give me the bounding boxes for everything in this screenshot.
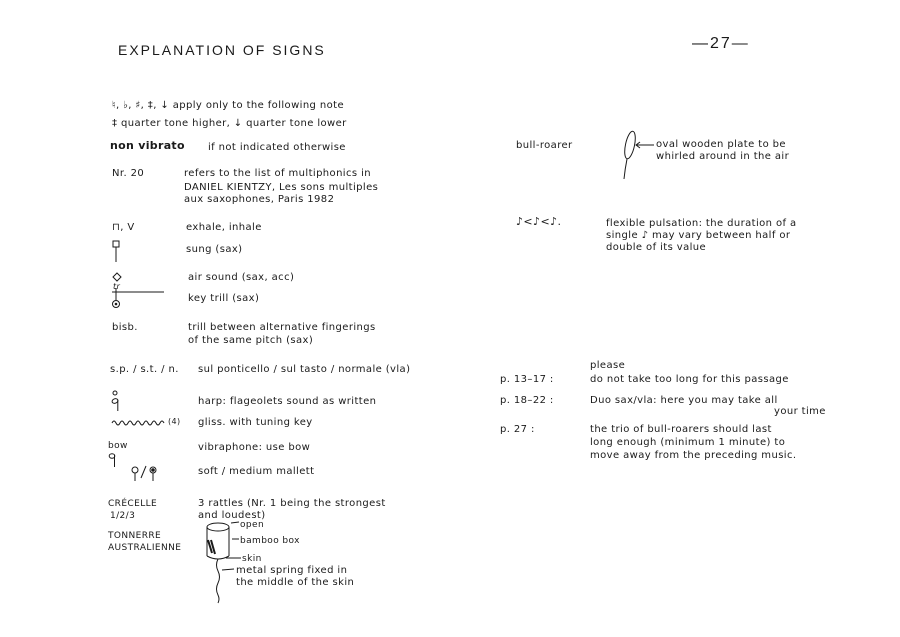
non-vibrato-sign: non vibrato — [110, 139, 185, 152]
drum-skin-label: skin — [242, 554, 262, 564]
crecelle-desc-2: and loudest) — [198, 510, 266, 521]
pulsation-desc-3: double of its value — [606, 242, 707, 253]
thunder-drum-icon — [207, 522, 241, 603]
page-number: —27— — [692, 35, 750, 52]
key-trill-desc: key trill (sax) — [188, 293, 260, 304]
gliss-sign-number: (4) — [168, 417, 181, 426]
drum-open-label: open — [240, 520, 265, 530]
vibraphone-desc: vibraphone: use bow — [198, 442, 311, 453]
note-1-line-1: please — [590, 360, 626, 371]
multiphonics-desc-1: refers to the list of multiphonics in — [184, 168, 371, 179]
mallet-desc: soft / medium mallett — [198, 466, 315, 477]
accidentals-line: ♮, ♭, ♯, ‡, ↓ apply only to the following note — [112, 100, 345, 111]
note-2-line-1: Duo sax/vla: here you may take all — [590, 395, 778, 406]
bowing-position-desc: sul ponticello / sul tasto / normale (vla) — [198, 364, 411, 375]
non-vibrato-desc: if not indicated otherwise — [208, 142, 346, 153]
bow-sign: bow — [108, 441, 128, 451]
crecelle-sign: CRÉCELLE — [108, 499, 158, 509]
tonnerre-sign: TONNERRE — [108, 531, 162, 541]
bisb-desc-2: of the same pitch (sax) — [188, 335, 314, 346]
drum-spring-label-1: metal spring fixed in — [236, 565, 348, 576]
bullroarer-desc-1: oval wooden plate to be — [656, 139, 786, 150]
quarter-tone-line: ‡ quarter tone higher, ↓ quarter tone lower — [112, 118, 347, 129]
pulsation-sign: ♪<♪<♪. — [516, 215, 562, 228]
note-3-line-2: long enough (minimum 1 minute) to — [590, 437, 786, 448]
pulsation-desc-1: flexible pulsation: the duration of a — [606, 218, 797, 229]
note-2-ref: p. 18–22 : — [500, 395, 554, 406]
drum-box-label: bamboo box — [240, 536, 300, 546]
bisb-desc-1: trill between alternative fingerings — [188, 322, 376, 333]
bull-roarer-icon — [623, 130, 654, 179]
note-2-line-2: your time — [774, 406, 826, 417]
sung-notehead-icon — [113, 241, 119, 262]
sung-desc: sung (sax) — [186, 244, 243, 255]
bowing-position-sign: s.p. / s.t. / n. — [110, 364, 179, 375]
key-trill-icon — [112, 288, 164, 308]
harp-flageolet-icon — [111, 391, 118, 411]
note-3-ref: p. 27 : — [500, 424, 535, 435]
australienne-sign: AUSTRALIENNE — [108, 543, 182, 553]
bisb-sign: bisb. — [112, 322, 138, 333]
multiphonics-desc-2: DANIEL KIENTZY, Les sons multiples — [184, 182, 379, 193]
multiphonics-sign: Nr. 20 — [112, 168, 145, 179]
diamond-notehead-icon — [113, 273, 121, 281]
drum-spring-label-2: the middle of the skin — [236, 577, 355, 588]
note-1-ref: p. 13–17 : — [500, 374, 554, 385]
pulsation-desc-2: single ♪ may vary between half or — [606, 230, 791, 241]
gliss-wave-icon — [112, 421, 164, 425]
bullroarer-label: bull-roarer — [516, 140, 573, 151]
crecelle-desc-1: 3 rattles (Nr. 1 being the strongest — [198, 498, 386, 509]
harp-desc: harp: flageolets sound as written — [198, 396, 377, 407]
gliss-desc: gliss. with tuning key — [198, 417, 313, 428]
note-3-line-1: the trio of bull-roarers should last — [590, 424, 772, 435]
trill-sign: tr — [113, 282, 121, 291]
note-3-line-3: move away from the preceding music. — [590, 450, 797, 461]
air-sound-desc: air sound (sax, acc) — [188, 272, 295, 283]
multiphonics-desc-3: aux saxophones, Paris 1982 — [184, 194, 335, 205]
exhale-inhale-sign: ⊓, V — [112, 222, 135, 233]
crecelle-numbers: 1/2/3 — [110, 511, 136, 521]
mallet-icon — [132, 466, 156, 481]
page-title: EXPLANATION OF SIGNS — [118, 42, 326, 58]
note-1-line-2: do not take too long for this passage — [590, 374, 789, 385]
exhale-inhale-desc: exhale, inhale — [186, 222, 262, 233]
bullroarer-desc-2: whirled around in the air — [656, 151, 790, 162]
bow-note-icon — [109, 454, 115, 467]
